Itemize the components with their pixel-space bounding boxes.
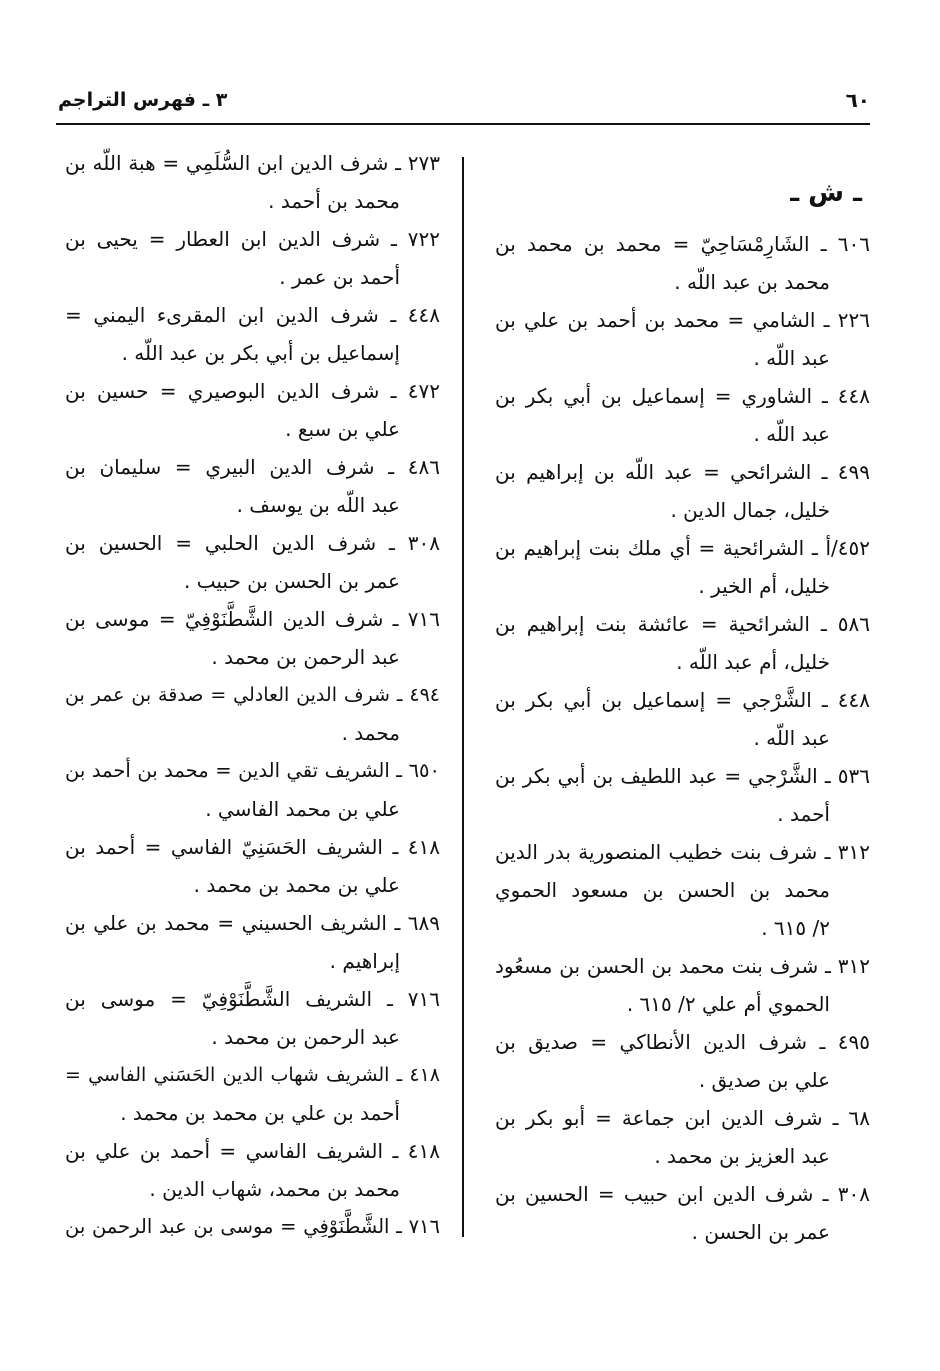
index-entry [495,1023,870,1099]
index-entry [495,225,870,301]
index-entry [65,524,440,600]
index-entry [65,600,440,676]
index-entry [495,529,870,605]
entry-first-line: ٦٠٦ ـ الشَارِمْسَاحِيّ = محمد بن محمد بن [495,232,870,256]
entry-continuation-line: إسماعيل بن أبي بكر بن عبد اللّه . [121,341,400,365]
entry-first-line: ٤٩٥ ـ شرف الدين الأنطاكي = صديق بن [495,1030,870,1054]
index-entry [495,377,870,453]
entry-first-line: ٧١٦ ـ الشريف الشَّطَّنَوْفِيّ = موسى بن [65,987,440,1011]
entry-first-line: ٥٨٦ ـ الشرائحية = عائشة بنت إبراهيم بن [495,612,870,636]
index-entry [495,1175,870,1251]
header-rule [56,123,870,125]
entry-continuation-line: الحموي أم علي ٢/ ٦١٥ . [626,992,830,1016]
entry-continuation-line: علي بن صديق . [698,1068,830,1092]
index-entry [65,828,440,904]
index-entry [495,681,870,757]
left-column-entries [65,144,440,1246]
right-column-entries [495,225,870,1251]
entry-continuation-line: محمد بن الحسن بن مسعود الحموي [495,878,830,902]
entry-first-line: ٣١٢ ـ شرف بنت محمد بن الحسن بن مسعُود [495,954,870,978]
index-entry [65,296,440,372]
entry-first-line: ٣٠٨ ـ شرف الدين الحلبي = الحسين بن [65,531,440,555]
index-entry [495,757,870,833]
entry-continuation-line: عبد اللّه . [753,422,830,446]
entry-continuation-line: أحمد بن علي بن محمد بن محمد . [120,1101,400,1125]
entry-continuation-line: خليل، أم عبد اللّه . [676,650,830,674]
entry-continuation-line: علي بن محمد بن محمد . [193,873,400,897]
entry-first-line: ٤٨٦ ـ شرف الدين البيري = سليمان بن [65,455,440,479]
entry-continuation-line: محمد بن أحمد . [268,189,400,213]
entry-first-line: ٤١٨ ـ الشريف شهاب الدين الحَسَني الفاسي = [65,1064,440,1086]
index-entry [65,676,440,752]
entry-first-line: ٣١٢ ـ شرف بنت خطيب المنصورية بدر الدين [495,840,870,864]
index-entry [65,1056,440,1132]
entry-first-line: ٧١٦ ـ شرف الدين الشَّطَّنَوْفِيّ = موسى بن [65,607,440,631]
entry-first-line: ٤١٨ ـ الشريف الحَسَنِيّ الفاسي = أحمد بن [65,835,440,859]
entry-first-line: ٦٥٠ ـ الشريف تقي الدين = محمد بن أحمد بن [65,759,440,782]
entry-first-line: ٤٤٨ ـ الشاوري = إسماعيل بن أبي بكر بن [495,384,870,408]
entry-continuation-line: عمر بن الحسن . [691,1220,830,1244]
entry-continuation-line: عبد اللّه بن يوسف . [236,493,400,517]
entry-continuation-line: عبد اللّه . [753,346,830,370]
entry-first-line: ٤٩٤ ـ شرف الدين العادلي = صدقة بن عمر بن [65,684,440,706]
index-entry [65,372,440,448]
running-header-title: ٣ ـ فهرس التراجم [58,89,228,111]
entry-first-line: ٧١٦ ـ الشَّطَّنَوْفِي = موسى بن عبد الرحمن بن [65,1215,440,1238]
entry-continuation-line: أحمد . [777,802,830,826]
entry-first-line: ٥٣٦ ـ الشَّرْجي = عبد اللطيف بن أبي بكر بن [495,764,870,788]
page-number: ٦٠ [845,88,870,112]
index-entry [495,605,870,681]
entry-continuation-line: محمد . [341,721,400,745]
entry-first-line: ٤٧٢ ـ شرف الدين البوصيري = حسين بن [65,379,440,403]
index-entry [65,752,440,828]
entry-continuation-line: علي بن سبع . [285,417,400,441]
left-column [65,144,440,1246]
entry-first-line: ٦٨٩ ـ الشريف الحسيني = محمد بن علي بن [65,911,440,935]
entry-first-line: ٣٠٨ ـ شرف الدين ابن حبيب = الحسين بن [495,1182,870,1206]
index-entry [495,301,870,377]
index-entry [65,1132,440,1208]
entry-first-line: ٤٤٨ ـ الشَّرْجي = إسماعيل بن أبي بكر بن [495,688,870,712]
entry-first-line: ٤٤٨ ـ شرف الدين ابن المقرىء اليمني = [65,303,440,327]
index-entry [65,904,440,980]
entry-continuation-line: إبراهيم . [329,949,400,973]
entry-first-line: ٢٧٣ ـ شرف الدين ابن السُّلَمِي = هبة اللّه بن [65,151,440,175]
entry-continuation-line: علي بن محمد الفاسي . [205,797,400,821]
index-entry [495,947,870,1023]
index-entry [65,220,440,296]
entry-continuation-line: عبد الرحمن بن محمد . [211,1025,400,1049]
entry-first-line: ٤٥٢/أ ـ الشرائحية = أي ملك بنت إبراهيم بن [495,536,870,560]
entry-continuation-line: ٢/ ٦١٥ . [761,916,830,940]
entry-first-line: ٤١٨ ـ الشريف الفاسي = أحمد بن علي بن [65,1139,440,1163]
entry-continuation-line: عبد العزيز بن محمد . [654,1144,830,1168]
index-entry [65,448,440,524]
entry-continuation-line: عبد الرحمن بن محمد . [211,645,400,669]
section-letter-heading: ـ ش ـ [790,178,862,208]
index-entry [495,1099,870,1175]
index-entry [65,980,440,1056]
entry-continuation-line: خليل، أم الخير . [698,574,830,598]
index-entry [495,833,870,947]
entry-continuation-line: عبد اللّه . [753,726,830,750]
entry-first-line: ٦٨ ـ شرف الدين ابن جماعة = أبو بكر بن [495,1106,870,1130]
entry-continuation-line: عمر بن الحسن بن حبيب . [184,569,400,593]
index-entry [65,144,440,220]
entry-first-line: ٤٩٩ ـ الشرائحي = عبد اللّه بن إبراهيم بن [495,460,870,484]
entry-first-line: ٢٢٦ ـ الشامي = محمد بن أحمد بن علي بن [495,308,870,332]
index-entry [65,1208,440,1246]
entry-continuation-line: أحمد بن عمر . [279,265,400,289]
entry-first-line: ٧٢٢ ـ شرف الدين ابن العطار = يحيى بن [65,227,440,251]
entry-continuation-line: محمد بن محمد، شهاب الدين . [149,1177,400,1201]
column-divider [462,157,464,1237]
entry-continuation-line: محمد بن عبد اللّه . [674,270,830,294]
entry-continuation-line: خليل، جمال الدين . [670,498,830,522]
right-column [495,174,870,1251]
index-entry [495,453,870,529]
